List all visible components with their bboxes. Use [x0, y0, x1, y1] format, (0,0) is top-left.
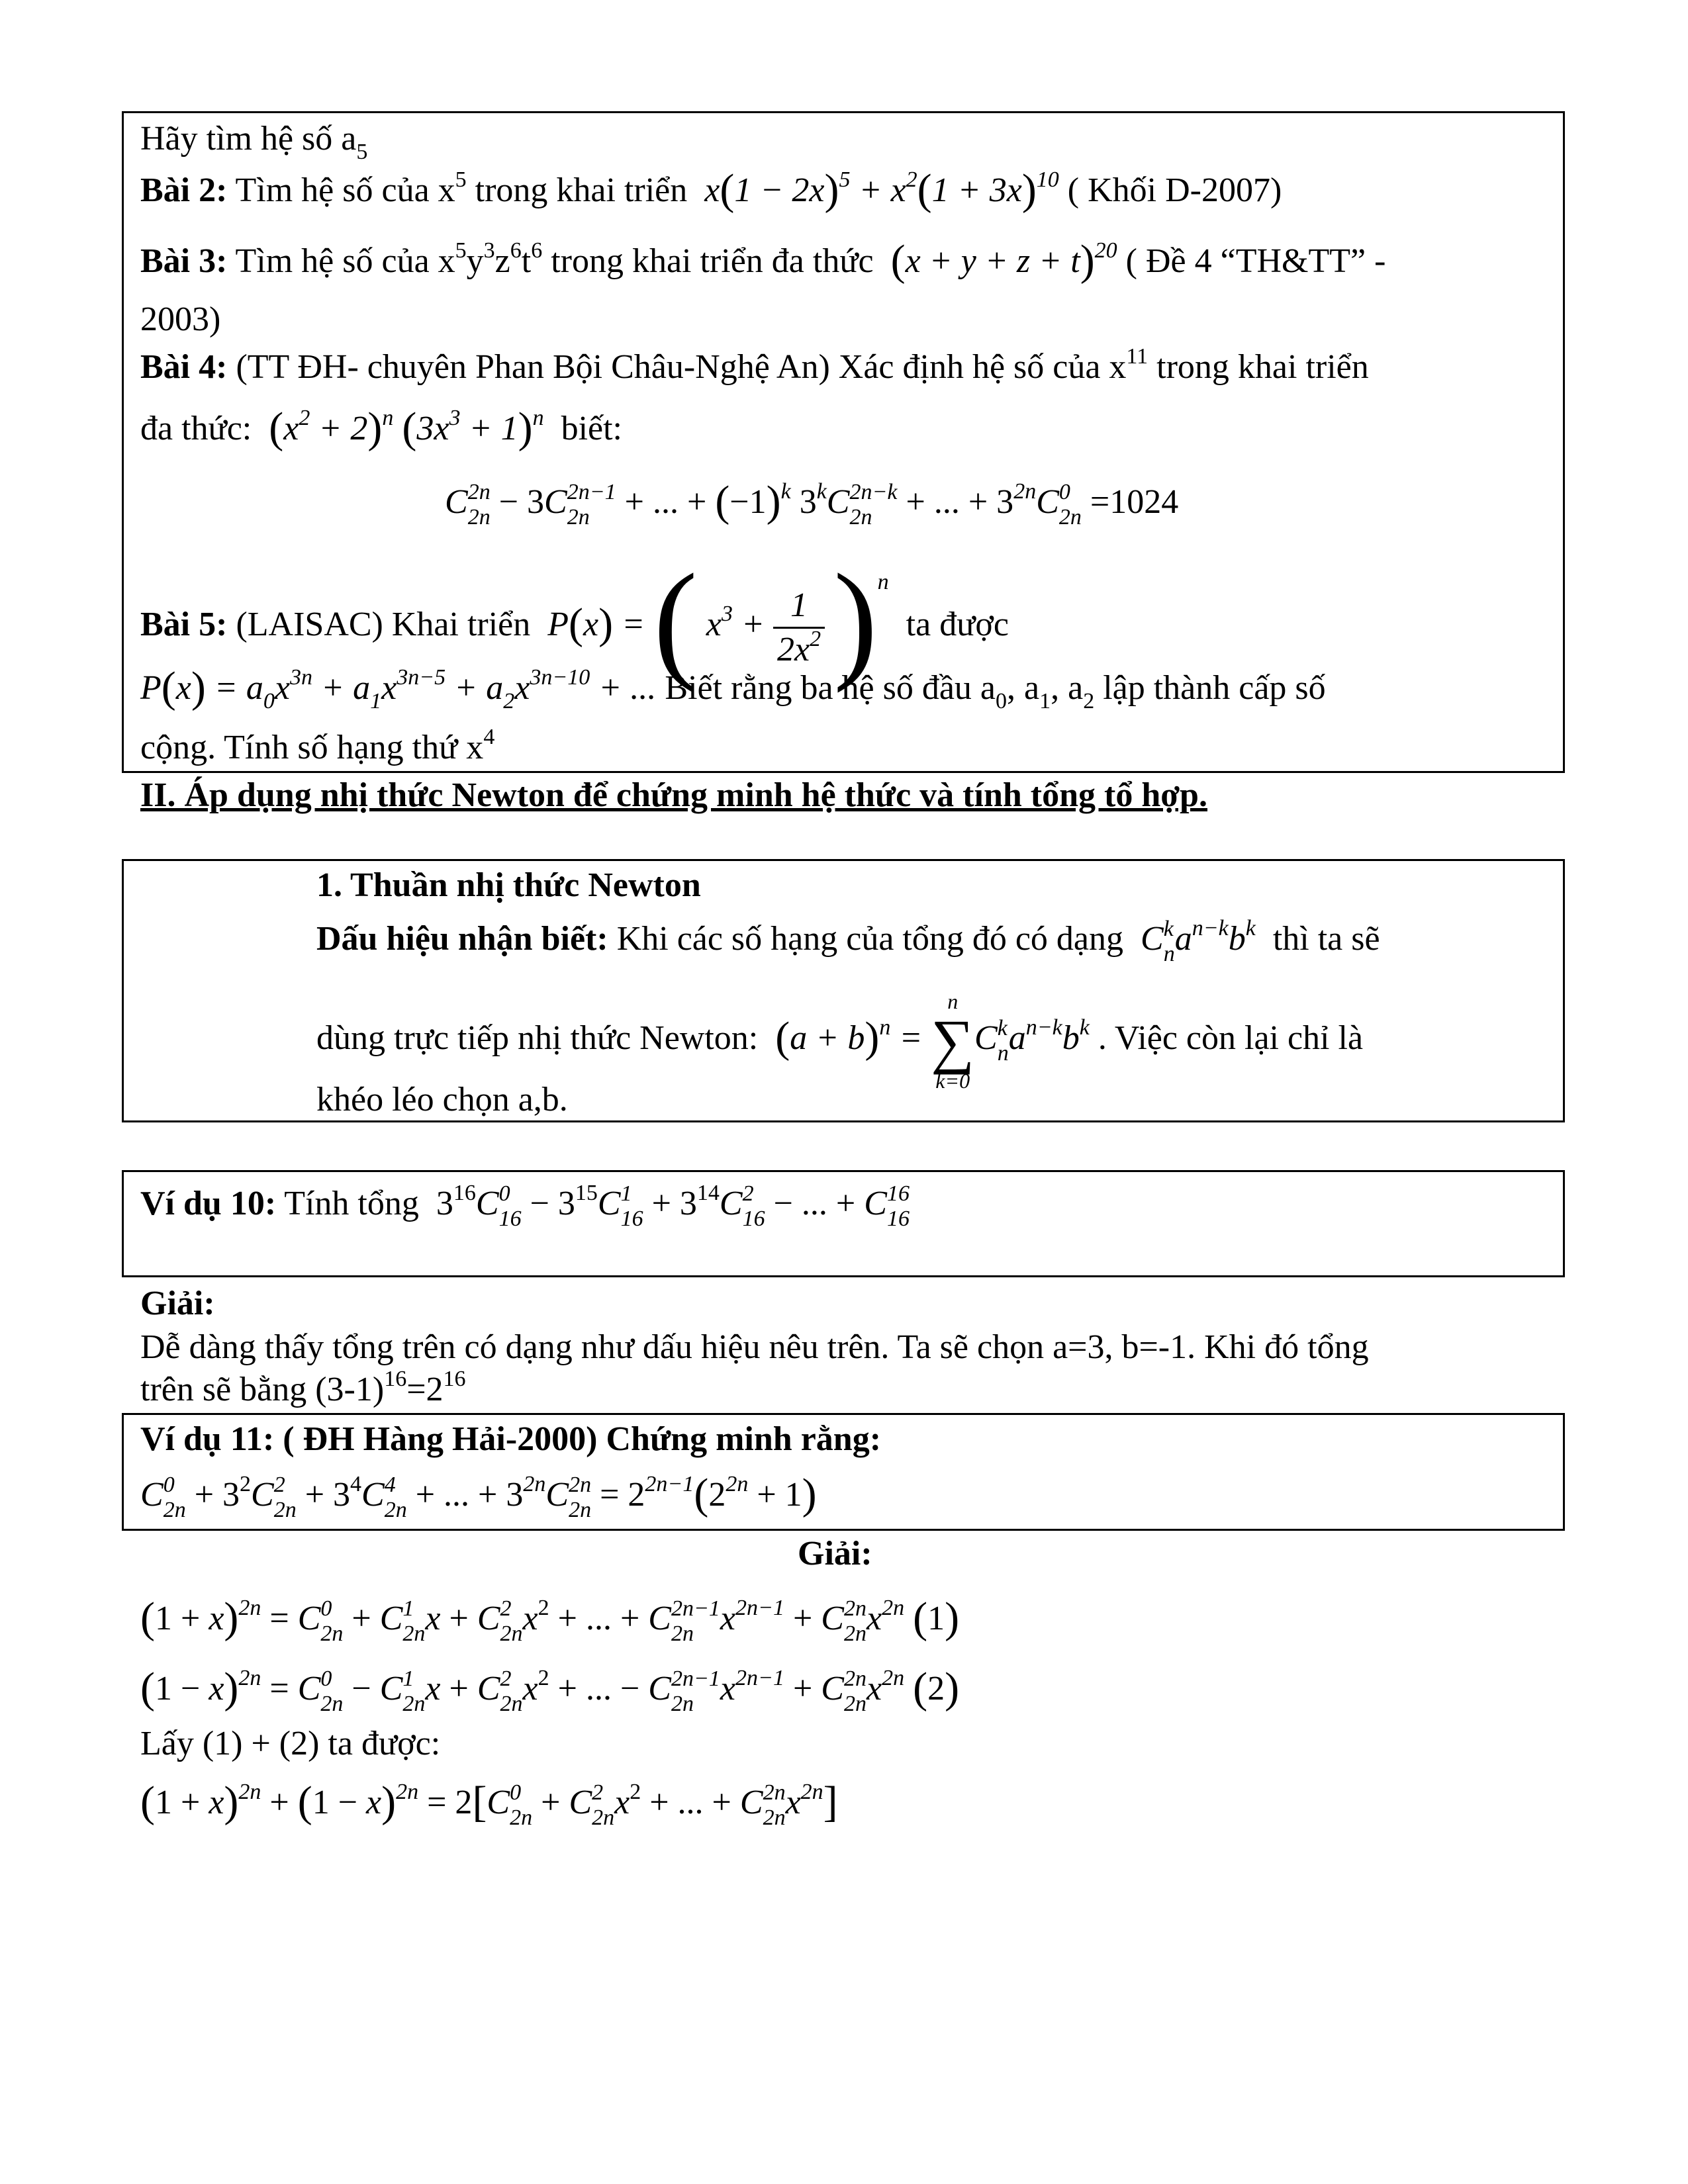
bai4-dathuc: đa thức:	[140, 410, 252, 447]
bai3-label: Bài 3:	[140, 242, 228, 280]
solution10-line1: Dễ dàng thấy tổng trên có dạng như dấu hiệu nêu trên. Ta sẽ chọn a=3, b=-1. Khi đó tổng	[140, 1328, 1369, 1366]
solution11-eq1: $(1 + x)^{2n} = C$ 0 2n + C 1 2n x + C 2 2n $x^2$ + ... + C 2n−1 2n $x^{2n-1} + C$ 2n 2n $x^{2n}$ (1)	[140, 1593, 960, 1646]
newton-title: 1. Thuần nhị thức Newton	[316, 866, 701, 904]
bai3-monomial: $x^5y^3z^6t^6$	[438, 238, 543, 280]
bai2-after: trong khai triển	[475, 171, 688, 209]
bai2-label: Bài 2:	[140, 171, 228, 209]
solution10-title: Giải:	[140, 1285, 215, 1322]
bai5-expansion: $P(x) = a_0x^{3n} + a_1x^{3n-5} + a_2x^{3n-10}$ + ...	[140, 663, 657, 713]
newton-text2: dùng trực tiếp nhị thức Newton:	[316, 1019, 759, 1057]
newton-line1	[316, 917, 1380, 967]
newton-text1b: thì ta sẽ	[1272, 919, 1380, 958]
bai5-formula: P(x) = ( $x^3$ + $\frac{1}{2x^2}$ )$^n$	[547, 547, 889, 694]
example10-line	[140, 1181, 910, 1232]
bai5-after: ta được	[906, 606, 1009, 643]
example10-label: Ví dụ 10:	[140, 1184, 277, 1222]
solution11-eq2: $(1 - x)^{2n} = C$ 0 2n − C 1 2n x + C 2 2n $x^2$ + ... − C 2n−1 2n $x^{2n-1} + C$ 2n 2n $x^{2n}$ (2)	[140, 1663, 960, 1716]
bai3-note: ( Đề 4 “TH&TT” -	[1125, 242, 1386, 280]
newton-line3: khéo léo chọn a,b.	[316, 1081, 568, 1118]
example10-formula: $3^{16}C$ 0 16 − $3^{15}C$ 1 16 + $3^{14}C$ 2 16 − ... + C 16 16	[436, 1180, 910, 1231]
bai5-text: (LAISAC) Khai triển	[236, 606, 531, 643]
bai3-after: trong khai triển đa thức	[551, 242, 874, 280]
intro-sub: 5	[356, 140, 368, 164]
example10-text: Tính tổng	[284, 1184, 419, 1222]
bai2-text: Tìm hệ số của x	[235, 171, 455, 209]
solution11-text: Lấy (1) + (2) ta được:	[140, 1725, 441, 1762]
newton-term: C k n $a^{n-k}b^k$	[1141, 915, 1256, 966]
solution11-title: Giải:	[798, 1535, 872, 1572]
bai5-line3	[140, 725, 495, 768]
bai2-formula: $x(1 - 2x)^5 + x^2(1 + 3x)^{10}$	[704, 165, 1059, 214]
bai2-line	[140, 165, 1282, 214]
bai2-note: ( Khối D-2007)	[1067, 171, 1282, 209]
bai4-power: 11	[1126, 344, 1149, 369]
solution10-line2	[140, 1367, 466, 1410]
bai4-rhs: =1024	[1090, 482, 1179, 521]
example11-label: Ví dụ 11: ( ĐH Hàng Hải-2000) Chứng minh rằng:	[140, 1420, 882, 1458]
bai4-biet: biết:	[561, 410, 622, 447]
bai5-line3-power: 4	[483, 725, 495, 749]
solution10-pow2: 16	[443, 1367, 466, 1391]
newton-label: Dấu hiệu nhận biết:	[316, 919, 608, 958]
bai4-formula: $(x^2 + 2)^n$ $(3x^3 + 1)^n$	[269, 404, 544, 452]
solution10-pow: 16	[384, 1367, 407, 1391]
intro-text: Hãy tìm hệ số a	[140, 120, 357, 158]
bai5-line2: $P(x) = a_0x^{3n} + a_1x^{3n-5} + a_2x^{3n-10}$ + ... Biết rằng ba hệ số đầu $a_0$, $a_1$, $a_2$ lập thành cấp số	[140, 663, 1326, 713]
bai3-text: Tìm hệ số của	[235, 242, 430, 280]
bai3-line	[140, 236, 1386, 285]
bai2-power: 5	[455, 167, 467, 192]
solution10-line2-text: trên sẽ bằng (3-1)	[140, 1371, 385, 1408]
bai4-after: trong khai triển	[1156, 348, 1369, 386]
bai5-line3-text: cộng. Tính số hạng thứ x	[140, 729, 484, 766]
example11-formula: C 0 2n + $3^2C$ 2 2n + $3^4C$ 4 2n + ... + $3^{2n}C$ 2n 2n = $2^{2n-1}(2^{2n} + 1)$	[140, 1469, 817, 1522]
bai3-line2	[140, 300, 220, 340]
solution11-eq3: $(1 + x)^{2n} + (1 - x)^{2n} = 2[C$ 0 2n + C 2 2n $x^2$ + ... + C 2n 2n $x^{2n}$]	[140, 1777, 838, 1830]
bai4-condition: C 2n 2n − 3C 2n−1 2n + ... + $(-1)^k$ 3$^k$C 2n−k 2n + ... + $3^{2n}C$ 0 2n =1024	[445, 477, 1179, 529]
newton-formula: $(a + b)^n$ = n ∑ k=0 C k n $a^{n-k}b^k$	[775, 989, 1090, 1093]
bai5-label: Bài 5:	[140, 606, 228, 643]
bai3-note2: 2003)	[140, 300, 221, 338]
section2-heading: II. Áp dụng nhị thức Newton để chứng minh hệ thức và tính tổng tổ hợp.	[140, 776, 1207, 814]
bai4-text: (TT ĐH- chuyên Phan Bội Châu-Nghệ An) Xác định hệ số của x	[236, 348, 1127, 386]
solution10-eq: =2	[406, 1371, 444, 1408]
newton-text1: Khi các số hạng của tổng đó có dạng	[616, 919, 1124, 958]
bai4-line	[140, 344, 1369, 387]
newton-text2b: . Việc còn lại chỉ là	[1098, 1019, 1364, 1057]
bai4-line2	[140, 404, 622, 452]
bai3-formula: $(x + y + z + t)^{20}$	[890, 236, 1117, 285]
newton-line2	[316, 989, 1363, 1093]
bai5-biet: Biết rằng ba hệ số đầu a	[665, 669, 996, 707]
intro-line	[140, 119, 368, 164]
bai4-label: Bài 4:	[140, 348, 228, 386]
